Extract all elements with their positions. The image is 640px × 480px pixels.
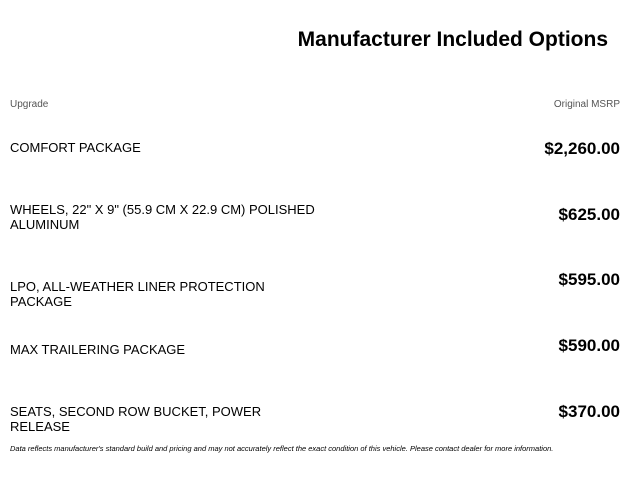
option-price: $370.00 — [558, 402, 620, 421]
option-price: $625.00 — [558, 205, 620, 224]
option-name: COMFORT PACKAGE — [10, 140, 141, 155]
column-header-msrp: Original MSRP — [553, 99, 620, 110]
option-price: $590.00 — [558, 336, 620, 355]
option-price: $2,260.00 — [544, 139, 620, 158]
option-name: WHEELS, 22" X 9" (55.9 CM X 22.9 CM) POLISHED ALUMINUM — [10, 202, 315, 232]
option-name: SEATS, SECOND ROW BUCKET, POWER RELEASE — [10, 404, 262, 434]
disclaimer-text: Data reflects manufacturer's standard build and pricing and may not accurately reflect the exact condition of this vehicle. Please contact dealer for more information. — [10, 444, 554, 453]
column-header-upgrade: Upgrade — [10, 99, 49, 110]
option-name: LPO, ALL-WEATHER LINER PROTECTION PACKAGE — [10, 279, 265, 309]
page-title: Manufacturer Included Options — [297, 28, 608, 51]
column-header-row — [10, 99, 620, 110]
option-price: $595.00 — [558, 270, 620, 289]
option-name: MAX TRAILERING PACKAGE — [10, 342, 186, 357]
